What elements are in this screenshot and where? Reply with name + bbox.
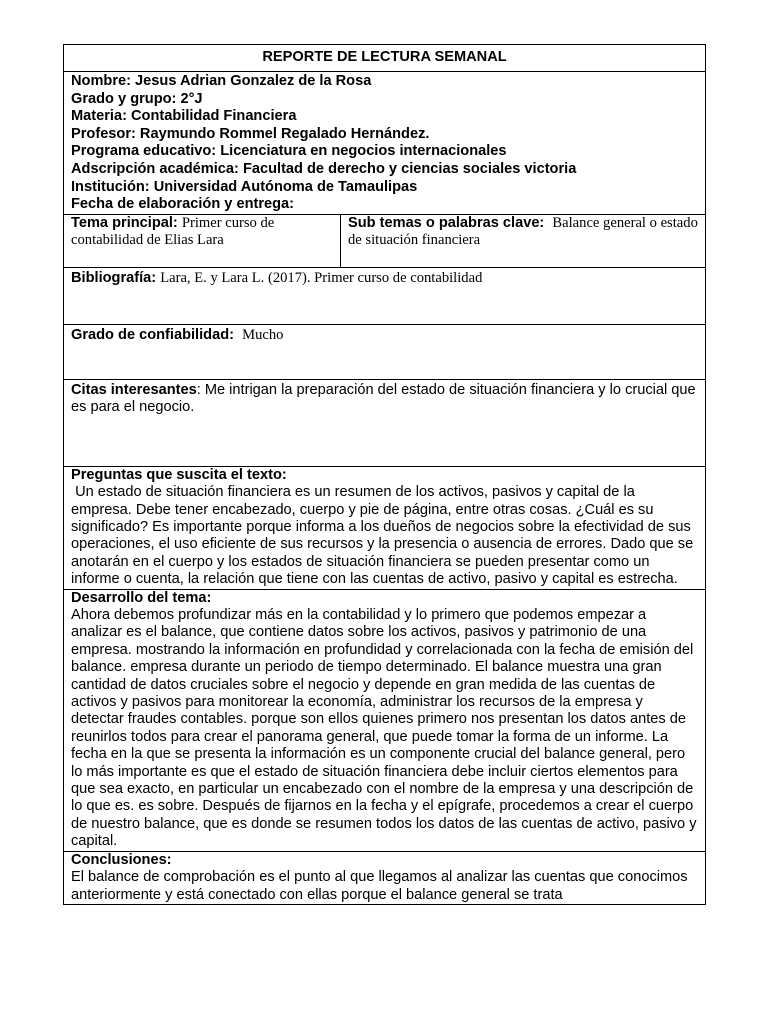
bibliografia-label: Bibliografía: bbox=[71, 269, 157, 286]
tema-principal-cell bbox=[64, 214, 341, 267]
conclusiones-value: El balance de comprobación es el punto al que llegamos al analizar las cuentas que conocimos anteriormente y está conectado con ellas porque el balance general se trata bbox=[71, 869, 688, 903]
desarrollo-cell bbox=[64, 589, 706, 851]
citas-label: Citas interesantes bbox=[71, 381, 197, 398]
student-info-block bbox=[64, 72, 706, 215]
confiabilidad-cell bbox=[64, 324, 706, 379]
bibliografia-cell bbox=[64, 267, 706, 324]
confiabilidad-value: Mucho bbox=[242, 326, 284, 343]
info-profesor: Profesor: Raymundo Rommel Regalado Hernández. bbox=[71, 125, 430, 142]
info-institucion: Institución: Universidad Autónoma de Tamaulipas bbox=[71, 178, 418, 195]
report-title: REPORTE DE LECTURA SEMANAL bbox=[64, 45, 706, 72]
preguntas-value: Un estado de situación financiera es un resumen de los activos, pasivos y capital de la empresa. Debe tener encabezado, cuerpo y pie de página, entre otras cosas. ¿Cuál es su significado? Es importante porque informa a los dueños de negocios sobre la efectividad de sus operaciones, el uso eficiente de sus recursos y la presencia o ausencia de errores. Dado que se anotarán en el cuerpo y los estados de situación financiera se pueden presentar como un informe o cuenta, la relación que tiene con las cuentas de activo, pasivo y capital es estrecha. bbox=[71, 484, 698, 588]
info-programa: Programa educativo: Licenciatura en negocios internacionales bbox=[71, 143, 507, 160]
citas-cell bbox=[64, 379, 706, 466]
conclusiones-label: Conclusiones: bbox=[71, 851, 172, 868]
info-nombre: Nombre: Jesus Adrian Gonzalez de la Rosa bbox=[71, 73, 372, 89]
tema-principal-label: Tema principal: bbox=[71, 214, 178, 231]
preguntas-label: Preguntas que suscita el texto: bbox=[71, 466, 287, 483]
info-fecha: Fecha de elaboración y entrega: bbox=[71, 196, 295, 213]
info-adscripcion: Adscripción académica: Facultad de derecho y ciencias sociales victoria bbox=[71, 160, 577, 177]
bibliografia-value: Lara, E. y Lara L. (2017). Primer curso de contabilidad bbox=[160, 269, 483, 286]
conclusiones-cell bbox=[64, 851, 706, 904]
tema-principal-value: Primer curso de contabilidad de Elias Lara bbox=[71, 214, 275, 249]
reading-report-table bbox=[63, 44, 706, 905]
preguntas-cell bbox=[64, 466, 706, 589]
citas-value: : Me intrigan la preparación del estado de situación financiera y lo crucial que es para el negocio. bbox=[71, 381, 696, 416]
subtemas-value: Balance general o estado de situación financiera bbox=[348, 214, 698, 249]
desarrollo-value: Ahora debemos profundizar más en la contabilidad y lo primero que podemos empezar a analizar es el balance, que contiene datos sobre los activos, pasivos y patrimonio de una empresa. mostrando la información en profundidad y correlacionada con la fecha de emisión del balance. empresa durante un periodo de tiempo determinado. El balance muestra una gran cantidad de datos cruciales sobre el negocio y depende en gran medida de las cuentas de activos y pasivos para monitorear la economía, administrar los recursos de la empresa y detectar fraudes contables. porque son ellos quienes primero nos presentan los datos antes de reunirlos todos para crear el panorama general, que puede tomar la forma de un informe. La fecha en la que se presenta la información es un componente crucial del balance general, pero lo más importante es que el estado de situación financiera debe incluir ciertos elementos para que sea exacto, en particular un encabezado con el nombre de la empresa y una descripción de lo que es. es sobre. Después de fijarnos en la fecha y el epígrafe, procedemos a crear el cuerpo de nuestro balance, que es donde se resumen todos los datos de las cuentas de activo, pasivo y capital. bbox=[71, 607, 697, 850]
info-materia: Materia: Contabilidad Financiera bbox=[71, 108, 297, 125]
subtemas-label: Sub temas o palabras clave: bbox=[348, 214, 545, 231]
confiabilidad-label: Grado de confiabilidad: bbox=[71, 326, 234, 343]
desarrollo-label: Desarrollo del tema: bbox=[71, 589, 212, 606]
info-grado-grupo: Grado y grupo: 2°J bbox=[71, 90, 203, 107]
subtemas-cell bbox=[341, 214, 706, 267]
